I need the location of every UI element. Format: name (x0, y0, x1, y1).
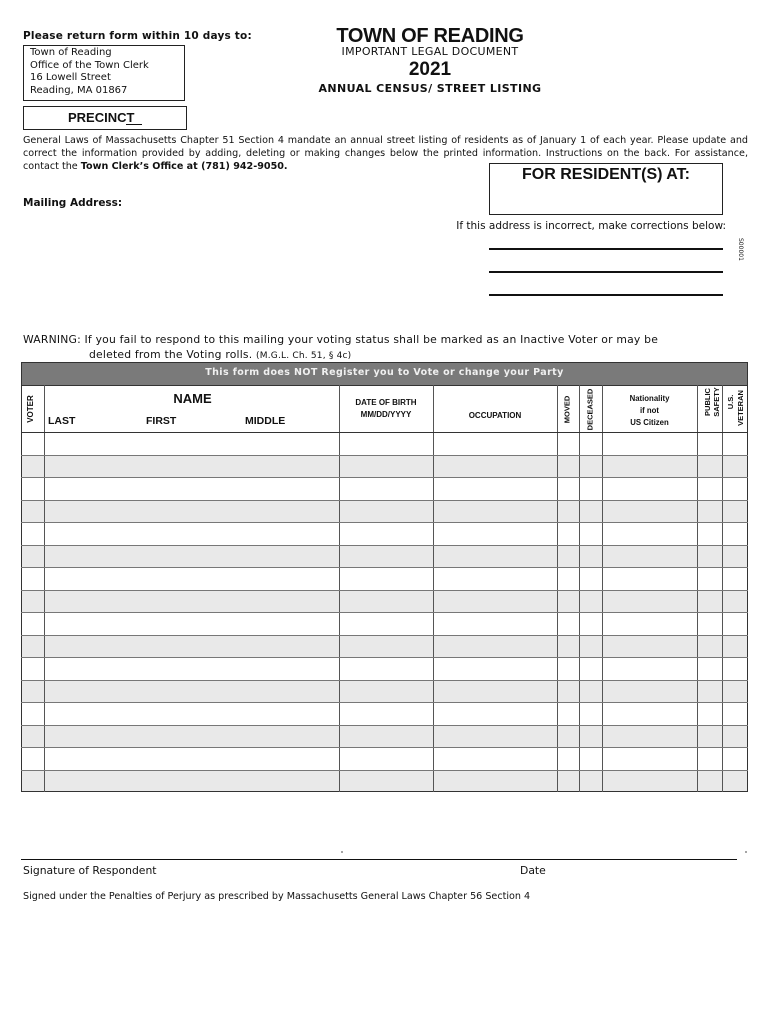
header-divider (21, 432, 748, 433)
return-address-line: 16 Lowell Street (30, 72, 111, 84)
header-voter: VOTER (26, 395, 35, 423)
scan-speck (745, 851, 747, 853)
row-divider (21, 477, 748, 478)
precinct-label: PRECINCT (68, 110, 135, 125)
precinct-field[interactable] (126, 124, 142, 125)
row-divider (21, 747, 748, 748)
form-name: ANNUAL CENSUS/ STREET LISTING (318, 82, 542, 95)
census-table (21, 385, 748, 792)
header-occupation: OCCUPATION (468, 411, 522, 420)
column-divider (433, 385, 434, 792)
address-correction-line-2[interactable] (489, 271, 723, 273)
header-dob: DATE OF BIRTH (355, 398, 417, 407)
census-year: 2021 (408, 59, 452, 80)
return-address-line: Office of the Town Clerk (30, 59, 149, 71)
header-safety: SAFETY (712, 387, 721, 417)
return-address-box (23, 45, 185, 101)
row-divider (21, 770, 748, 771)
address-correction-note: If this address is incorrect, make corrections below: (456, 220, 726, 232)
header-deceased: DECEASED (585, 388, 595, 431)
row-divider (21, 522, 748, 523)
return-instruction: Please return form within 10 days to: (23, 30, 252, 42)
scan-speck (341, 851, 343, 853)
column-divider (722, 385, 723, 792)
row-divider (21, 455, 748, 456)
mailing-address-label: Mailing Address: (23, 197, 123, 209)
header-last: LAST (48, 415, 76, 427)
row-divider (21, 680, 748, 681)
form-code: S00001 (737, 238, 744, 261)
row-divider (21, 545, 748, 546)
header-us: U.S. (726, 394, 735, 410)
document-title: TOWN OF READING (336, 25, 524, 47)
column-divider (44, 385, 45, 792)
column-divider (602, 385, 603, 792)
row-divider (21, 702, 748, 703)
row-divider (21, 500, 748, 501)
signature-label: Signature of Respondent (23, 864, 157, 877)
column-divider (339, 385, 340, 792)
row-divider (21, 657, 748, 658)
column-divider (579, 385, 580, 792)
warning-citation: (M.G.L. Ch. 51, § 4c) (256, 351, 352, 361)
header-nationality-if-not: if not (639, 406, 660, 415)
row-divider (21, 590, 748, 591)
header-nationality: Nationality (629, 394, 670, 403)
header-public: PUBLIC (703, 388, 712, 416)
row-divider (21, 725, 748, 726)
header-moved: MOVED (562, 395, 572, 424)
warning-line-2 (89, 348, 351, 361)
return-address-line: Town of Reading (30, 47, 112, 58)
date-label: Date (520, 864, 546, 877)
address-correction-line-1[interactable] (489, 248, 723, 250)
header-name: NAME (173, 391, 212, 406)
row-divider (21, 635, 748, 636)
row-divider (21, 567, 748, 568)
address-correction-line-3[interactable] (489, 294, 723, 296)
header-middle: MIDDLE (245, 415, 286, 427)
column-divider (697, 385, 698, 792)
perjury-note: Signed under the Penalties of Perjury as prescribed by Massachusetts General Laws Chapter 56 Section 4 (23, 891, 531, 902)
column-divider (557, 385, 558, 792)
instructions-text: General Laws of Massachusetts Chapter 51 Section 4 mandate an annual street listing of residents as of January 1 of each year. Please update and correct the information provided by adding, deleting or making changes below the printed information. Instructions on the back. For assistance, contact the (23, 135, 748, 172)
header-veteran: VETERAN (736, 390, 745, 426)
header-dob-format: MM/DD/YYYY (360, 410, 412, 419)
row-divider (21, 612, 748, 613)
header-nationality-us-citizen: US Citizen (630, 418, 669, 427)
return-address-line: Reading, MA 01867 (30, 85, 128, 97)
header-first: FIRST (146, 415, 177, 427)
warning-line-1: WARNING: If you fail to respond to this mailing your voting status shall be marked as an Inactive Voter or may be (23, 333, 659, 346)
instructions-contact: Town Clerk’s Office at (781) 942-9050. (80, 161, 288, 172)
warning-text: deleted from the Voting rolls. (89, 348, 253, 361)
document-subtitle: IMPORTANT LEGAL DOCUMENT (341, 45, 519, 58)
signature-line[interactable] (21, 859, 737, 860)
resident-label: FOR RESIDENT(S) AT: (522, 166, 690, 183)
table-banner: This form does NOT Register you to Vote or change your Party (21, 362, 748, 385)
